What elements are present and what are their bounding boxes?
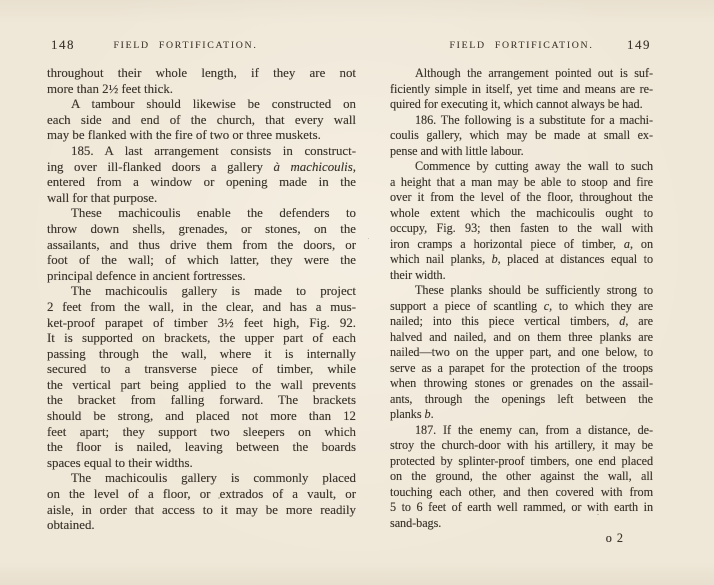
text-line: assailants, and thus drive them from the doors, or [47,237,356,252]
page-148 [47,37,356,534]
italic-term: à machicoulis [273,159,353,174]
text-line: the bracket from falling forward. The brackets [47,393,356,408]
text-line: the floor is nailed, leaving between the boards [47,440,356,455]
printer-signature: o 2 [605,531,624,545]
text-line: ants, through the openings left between the [390,391,653,406]
text-line: Although the arrangement pointed out is suf- [415,66,653,80]
text-line: whole extent which the machicoulis ought to [390,205,653,220]
text-line: 2 feet from the wall, in the clear, and has a mus- [47,299,356,314]
text-line: These machicoulis enable the defenders to [71,206,356,221]
text-line: stroy the church-door with his artillery, it may be [390,438,653,452]
page-number-right: 149 [627,37,651,52]
text-line: ket-proof parapet of timber 3½ feet high, Fig. 92. [47,315,356,330]
text-line: A tambour should likewise be constructed on [71,97,356,112]
page-number-left: 148 [51,37,75,52]
text-line [390,407,653,423]
text-run: , [352,159,356,174]
scan-speck [218,497,220,499]
running-title-right: FIELD FORTIFICATION. [449,40,594,51]
text-run: . [430,407,434,421]
text-line: 186. The following is a substitute for a machi- [415,112,653,127]
text-line: obtained. [47,518,95,533]
italic-term: b [491,252,498,266]
text-line: quired for executing it, which cannot always be had. [390,97,643,111]
running-title-left: FIELD FORTIFICATION. [113,40,258,51]
text-line: aisle, in order that access to it may be more readily [47,502,356,517]
text-run: , placed at distances equal to [497,252,653,266]
text-line [390,252,653,268]
text-line: passing through the wall, where it is internally [47,346,356,361]
text-line: foot of the wall; of which latter, they were the [47,253,356,268]
text-line: throw down shells, grenades, or stones, on the [47,221,356,236]
text-line: entered from a window or opening made in the [47,175,356,190]
italic-term: c [543,298,550,313]
text-line: throughout their whole length, if they are not [47,66,356,80]
text-line: the vertical part being applied to the wall prevents [47,377,356,392]
text-line: when throwing stones or grenades on the assail- [390,376,653,390]
page-149-header [390,37,653,54]
text-line: serve as a parapet for the protection of the troops [390,360,653,375]
text-run: iron cramps a horizontal piece of timber, [390,236,624,251]
text-run: , are [625,314,653,328]
text-run: which nail planks, [390,252,492,266]
text-line: principal defence in ancient fortresses. [47,268,246,283]
text-run: support a piece of scantling [390,298,544,313]
scan-speck [597,514,599,515]
text-line: on the ground, the other against the wall, all [390,469,653,483]
text-line: halved and nailed, and on them three planks are [390,329,653,344]
text-line: their width. [390,267,446,282]
text-line [47,160,356,176]
text-line: ficiently simple in itself, yet time and means are re- [390,81,653,96]
text-line: The machicoulis gallery is commonly placed [71,471,356,486]
text-line: pense and with little labour. [390,143,524,158]
text-line: 187. If the enemy can, from a distance, de- [415,422,653,437]
text-line: may be flanked with the fire of two or three muskets. [47,128,321,143]
italic-term: a [623,236,630,251]
text-line: occupy, Fig. 93; then fasten to the wall with [390,221,653,235]
text-line: Commence by cutting away the wall to such [415,159,653,173]
text-line: on the level of a floor, or extrados of a vault, or [47,487,356,502]
text-run: ing over ill-flanked doors a gallery [47,159,274,174]
text-line: feet apart; they support two sleepers on which [47,424,356,439]
text-line: 5 to 6 feet of earth well rammed, or with earth in [390,500,653,514]
text-line: 185. A last arrangement consists in construct- [71,143,356,158]
text-line: coulis gallery, which may be made at small ex- [390,128,653,142]
scan-speck [368,238,369,239]
text-line: It is supported on brackets, the upper part of each [47,331,356,346]
text-run: nailed; into this piece vertical timbers, [390,314,620,328]
text-line: more than 2½ feet thick. [47,81,173,96]
text-line [390,314,653,330]
text-line [390,299,653,315]
text-line: spaces equal to their widths. [47,455,193,470]
text-line: wall for that purpose. [47,190,158,205]
text-line: each side and end of the church, that every wall [47,112,356,127]
italic-term: b [424,407,431,421]
text-line: a height that a man may be able to stoop and fire [390,174,653,189]
text-line: secured to a transverse piece of timber, while [47,362,356,377]
page-148-text [47,66,356,534]
text-line: over it from the level of the floor, throughout the [390,190,653,204]
text-line: nailed—two on the upper part, and one below, to [390,345,653,359]
text-line: should be strong, and placed not more than 12 [47,409,356,424]
text-run: planks [390,407,425,421]
text-run: , to which they are [549,298,653,313]
page-148-header [47,37,356,54]
text-line: These planks should be sufficiently strong to [415,283,653,297]
text-line [390,237,653,253]
text-line: protected by splinter-proof timbers, one end placed [390,453,653,468]
italic-term: d [619,314,626,328]
text-line: The machicoulis gallery is made to project [71,284,356,299]
text-line: sand-bags. [390,515,442,530]
text-run: , on [629,236,653,251]
page-149-text [390,66,653,531]
text-line: touching each other, and then covered with from [390,484,653,499]
page-149 [390,37,653,547]
